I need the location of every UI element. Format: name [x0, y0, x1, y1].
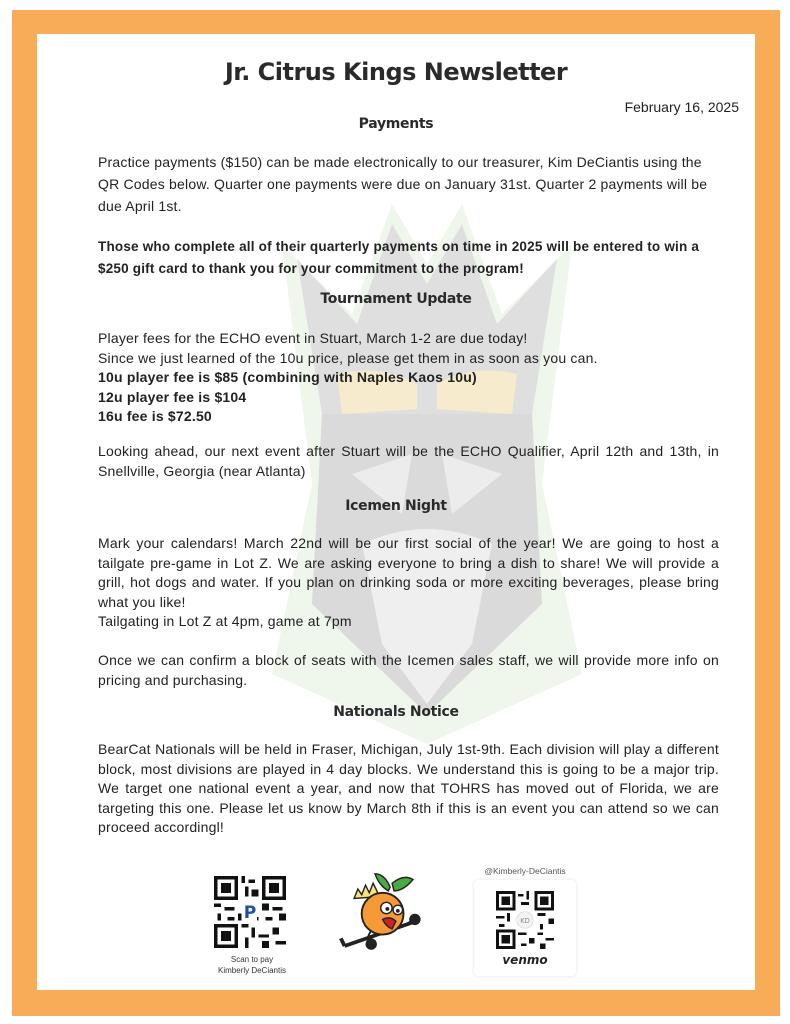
tournament-lines [98, 329, 719, 427]
nationals-heading: Nationals Notice [333, 704, 459, 720]
paypal-caption-line-2: Kimberly DeCiantis [217, 966, 287, 975]
venmo-qr-card[interactable] [469, 866, 581, 978]
newsletter-date: February 16, 2025 [624, 99, 739, 115]
icemen-paragraph-1: Mark your calendars! March 22nd will be our first social of the year! We are going to host a tailgate pre-game in Lot Z. We are asking everyone to bring a dish to share! We will provide a grill, hot dogs and water. If you plan on drinking soda or more exciting beverages, please bring what you like! [98, 535, 719, 610]
tournament-line-2: Since we just learned of the 10u price, please get them in as soon as you can. [98, 349, 598, 366]
svg-text:KD: KD [520, 916, 530, 925]
venmo-card[interactable] [474, 880, 576, 976]
svg-text:P: P [243, 903, 257, 924]
icemen-line: Tailgating in Lot Z at 4pm, game at 7pm [98, 613, 352, 629]
venmo-logo: venmo [502, 953, 548, 967]
nationals-paragraph: BearCat Nationals will be held in Fraser, Michigan, July 1st-9th. Each division will play a different block, most divisions are played in 4 day blocks. We understand this is going to be a major trip. We target one national event a year, and now that TOHRS has moved out of Florida, we are targeting this one. Please let us know by March 8th if this is an event you can attend so we can proceed accordingl! [98, 741, 719, 835]
payment-codes-row [37, 866, 755, 986]
venmo-handle: @Kimberly-DeCiantis [484, 866, 566, 876]
paypal-caption [202, 954, 302, 976]
tournament-heading: Tournament Update [320, 291, 472, 307]
icemen-paragraph-2: Once we can confirm a block of seats with the Icemen sales staff, we will provide more info on pricing and purchasing. [98, 652, 719, 688]
paypal-qr-card[interactable] [202, 866, 302, 978]
fee-12u: 12u player fee is $104 [98, 388, 247, 405]
fee-16u: 16u fee is $72.50 [98, 408, 212, 424]
paypal-qr-icon[interactable] [214, 876, 286, 948]
tournament-paragraph-2: Looking ahead, our next event after Stuart will be the ECHO Qualifier, April 12th and 13th, in Snellville, Georgia (near Atlanta) [98, 443, 719, 479]
payments-bold-note: Those who complete all of their quarterly payments on time in 2025 will be entered to win a $250 gift card to thank you for your commitment to the program! [98, 239, 700, 276]
orange-king-hockey-mascot-icon [337, 870, 432, 965]
fee-10u: 10u player fee is $85 (combining with Naples Kaos 10u) [98, 369, 477, 385]
newsletter-page [37, 34, 755, 990]
venmo-qr-icon[interactable] [496, 890, 554, 950]
tournament-line-1: Player fees for the ECHO event in Stuart, March 1-2 are due today! [98, 330, 528, 346]
newsletter-title: Jr. Citrus Kings Newsletter [224, 58, 568, 86]
payments-heading: Payments [358, 116, 434, 132]
payments-paragraph: Practice payments ($150) can be made electronically to our treasurer, Kim DeCiantis using the QR Codes below. Quarter one payments were due on January 31st. Quarter 2 payments will be due April 1st. [98, 154, 708, 214]
paypal-caption-line-1: Scan to pay [230, 955, 274, 964]
icemen-heading: Icemen Night [345, 498, 447, 514]
